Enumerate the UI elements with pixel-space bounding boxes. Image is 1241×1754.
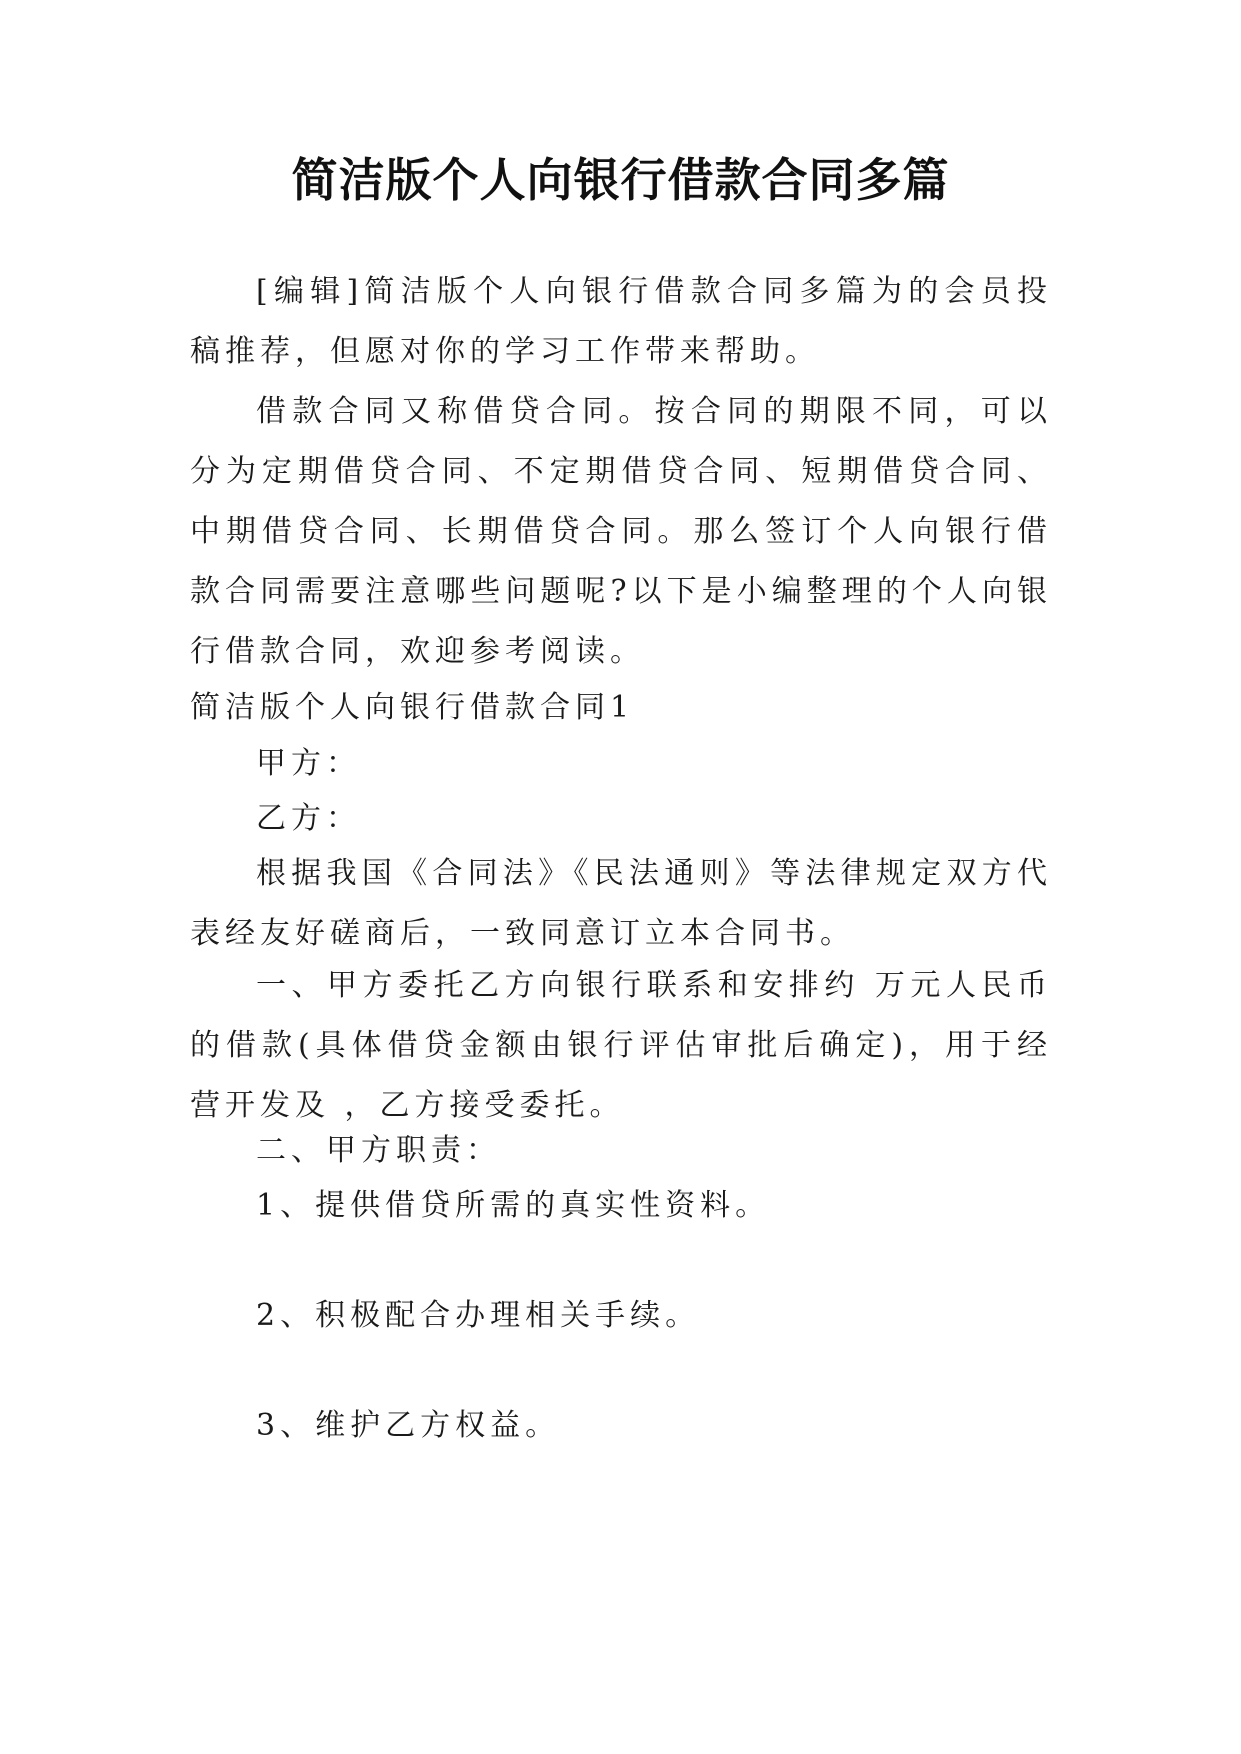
clause-1-paragraph: 一、甲方委托乙方向银行联系和安排约 万元人民币的借款(具体借贷金额由银行评估审批后确定)，用于经营开发及 ，乙方接受委托。 bbox=[190, 968, 1052, 1123]
section-heading: 简洁版个人向银行借款合同1 bbox=[190, 690, 635, 725]
intro-paragraph-editor-note: [编辑]简洁版个人向银行借款合同多篇为的会员投稿推荐，但愿对你的学习工作带来帮助。 bbox=[190, 274, 1052, 369]
duty-item-2: 2、积极配合办理相关手续。 bbox=[256, 1298, 701, 1333]
clause-2-heading: 二、甲方职责： bbox=[256, 1133, 501, 1168]
duty-item-1: 1、提供借贷所需的真实性资料。 bbox=[256, 1188, 771, 1223]
preamble-paragraph: 根据我国《合同法》《民法通则》等法律规定双方代表经友好磋商后，一致同意订立本合同书。 bbox=[190, 856, 1052, 951]
intro-paragraph-description: 借款合同又称借贷合同。按合同的期限不同，可以分为定期借贷合同、不定期借贷合同、短期借贷合同、中期借贷合同、长期借贷合同。那么签订个人向银行借款合同需要注意哪些问题呢?以下是小编整理的个人向银行借款合同，欢迎参考阅读。 bbox=[190, 394, 1052, 669]
party-a-label: 甲方： bbox=[256, 746, 361, 781]
party-b-label: 乙方： bbox=[256, 801, 361, 836]
document-title: 简洁版个人向银行借款合同多篇 bbox=[291, 153, 950, 207]
duty-item-3: 3、维护乙方权益。 bbox=[256, 1408, 561, 1443]
